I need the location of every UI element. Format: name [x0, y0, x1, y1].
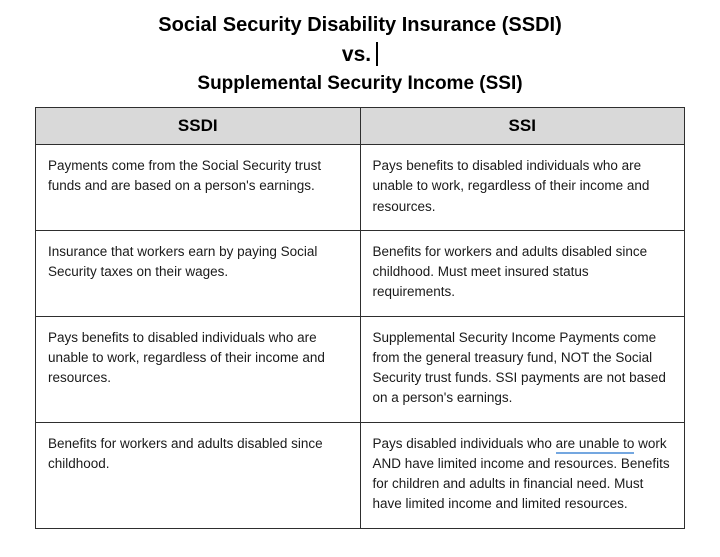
ssi-cell-3[interactable]: Supplemental Security Income Payments come from the general treasury fund, NOT the Social Security trust funds. SSI payments are not based on a person's earnings.	[360, 316, 685, 422]
ssi-cell-4-text-start: Pays disabled individuals who	[372, 435, 556, 451]
grammar-suggestion-underline[interactable]: are unable to	[556, 436, 635, 454]
ssdi-cell-1[interactable]: Payments come from the Social Security trust funds and are based on a person's earnings.	[36, 145, 361, 231]
comparison-table	[35, 107, 685, 529]
ssi-cell-2[interactable]: Benefits for workers and adults disabled since childhood. Must meet insured status requirements.	[360, 230, 685, 316]
table-row	[36, 230, 685, 316]
title-line-ssdi[interactable]: Social Security Disability Insurance (SSDI)	[158, 14, 562, 36]
ssi-cell-4-text-end: work AND have limited income and resources. Benefits for children and adults in financial need. Must have limited income and limited resources.	[372, 435, 670, 512]
title-line-vs[interactable]	[35, 41, 685, 69]
table-header-row	[36, 108, 685, 145]
table-header-ssi[interactable]: SSI	[360, 108, 685, 145]
title-line-ssi[interactable]: Supplemental Security Income (SSI)	[197, 73, 523, 95]
table-row	[36, 316, 685, 422]
ssdi-cell-3[interactable]: Pays benefits to disabled individuals who are unable to work, regardless of their income and resources.	[36, 316, 361, 422]
document-title	[35, 12, 685, 97]
ssdi-cell-2[interactable]: Insurance that workers earn by paying Social Security taxes on their wages.	[36, 230, 361, 316]
table-row	[36, 145, 685, 231]
ssi-cell-1[interactable]: Pays benefits to disabled individuals who are unable to work, regardless of their income and resources.	[360, 145, 685, 231]
ssi-cell-4[interactable]	[360, 422, 685, 528]
table-header-ssdi[interactable]: SSDI	[36, 108, 361, 145]
title-vs-text: vs.	[341, 43, 372, 66]
text-cursor	[376, 42, 378, 66]
table-row	[36, 422, 685, 528]
ssdi-cell-4[interactable]: Benefits for workers and adults disabled since childhood.	[36, 422, 361, 528]
